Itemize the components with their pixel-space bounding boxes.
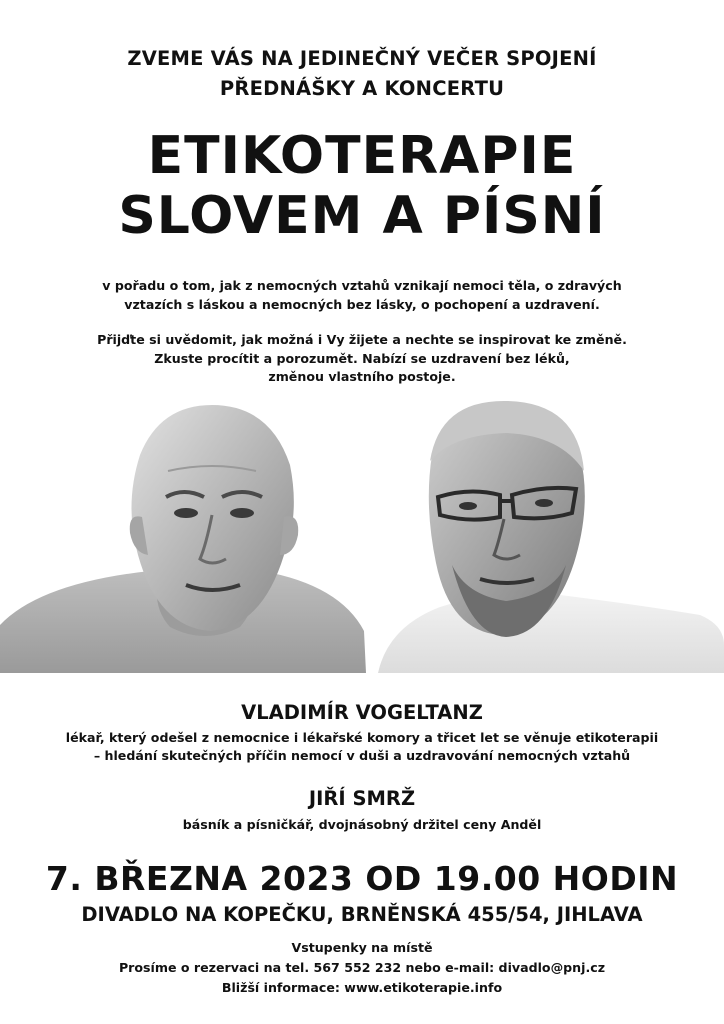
invitation-line-3: změnou vlastního postoje. bbox=[268, 369, 456, 384]
invitation-paragraph bbox=[0, 331, 724, 387]
speaker-name-smrz: JIŘÍ SMRŽ bbox=[308, 787, 416, 810]
invitation-line-2: Zkuste procítit a porozumět. Nabízí se uzdravení bez léků, bbox=[154, 350, 570, 366]
portrait-vogeltanz bbox=[0, 405, 366, 673]
event-venue: DIVADLO NA KOPEČKU, BRNĚNSKÁ 455/54, JIHLAVA bbox=[81, 903, 643, 926]
invite-heading bbox=[0, 44, 724, 104]
event-title bbox=[0, 126, 724, 246]
tickets-info: Vstupenky na místě bbox=[291, 940, 433, 955]
invite-line-2: PŘEDNÁŠKY A KONCERTU bbox=[219, 77, 505, 100]
info-block bbox=[0, 938, 724, 998]
invitation-line-1: Přijďte si uvědomit, jak možná i Vy žijete a nechte se inspirovat ke změně. bbox=[97, 332, 627, 347]
title-line-1: ETIKOTERAPIE bbox=[147, 126, 577, 186]
intro-line-1: v pořadu o tom, jak z nemocných vztahů vznikají nemoci těla, o zdravých bbox=[102, 278, 622, 293]
title-line-2: SLOVEM A PÍSNÍ bbox=[118, 186, 606, 246]
speaker-name-vogeltanz: VLADIMÍR VOGELTANZ bbox=[241, 701, 483, 724]
speaker-desc-vogeltanz bbox=[0, 729, 724, 765]
reservation-info: Prosíme o rezervaci na tel. 567 552 232 nebo e-mail: divadlo@pnj.cz bbox=[118, 960, 606, 975]
invite-line-1: ZVEME VÁS NA JEDINEČNÝ VEČER SPOJENÍ bbox=[127, 47, 597, 70]
more-info: Bližší informace: www.etikoterapie.info bbox=[221, 980, 503, 995]
intro-line-2: vztazích s láskou a nemocných bez lásky, o pochopení a uzdravení. bbox=[124, 296, 600, 312]
speaker-desc-line-2: – hledání skutečných příčin nemocí v duši a uzdravování nemocných vztahů bbox=[93, 748, 631, 763]
speaker-desc-smrz: básník a písničkář, dvojnásobný držitel ceny Anděl bbox=[182, 817, 542, 832]
speakers-photo bbox=[0, 395, 724, 673]
event-date: 7. BŘEZNA 2023 OD 19.00 HODIN bbox=[45, 859, 679, 898]
speaker-desc-line-1: lékař, který odešel z nemocnice i lékařské komory a třicet let se věnuje etikoterapii bbox=[65, 730, 659, 745]
intro-paragraph bbox=[0, 277, 724, 314]
portrait-smrz bbox=[378, 401, 724, 673]
